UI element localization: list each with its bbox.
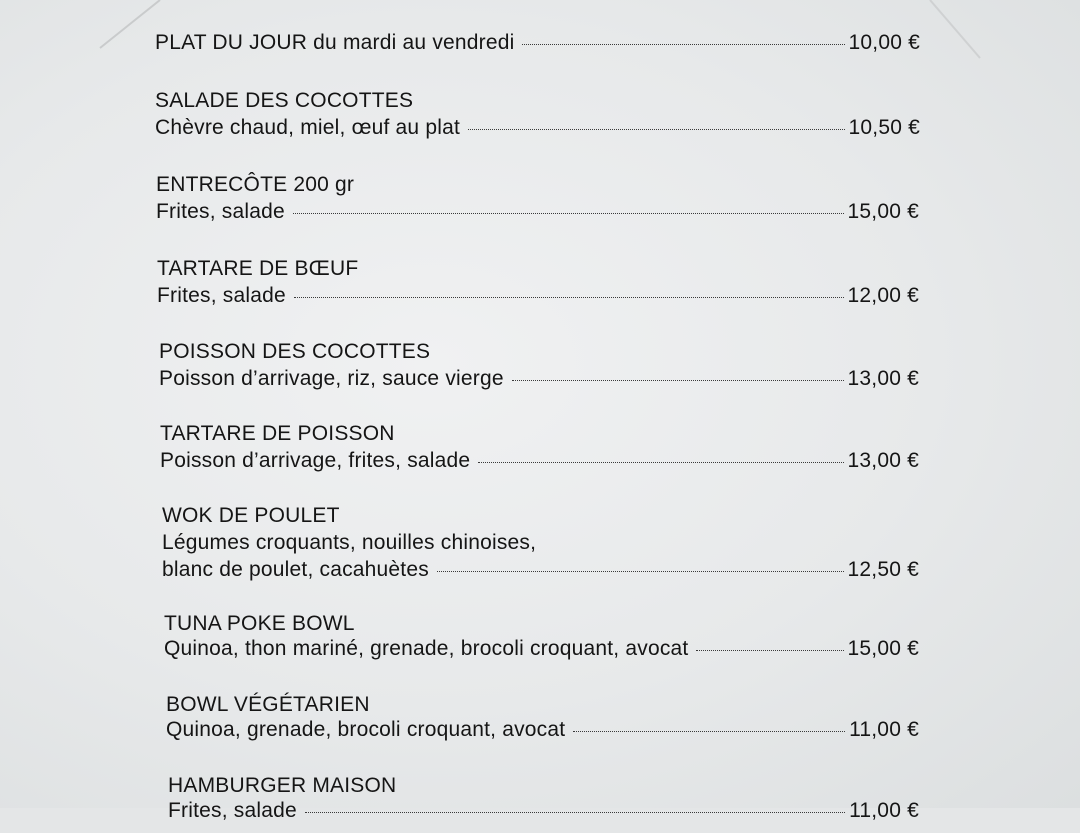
menu-item-hamburger-maison xyxy=(168,773,919,833)
dish-title: TARTARE DE POISSON xyxy=(160,422,395,445)
dish-description: Frites, salade xyxy=(168,799,297,822)
dotted-leader xyxy=(294,297,844,298)
dish-price: 10,50 € xyxy=(848,116,920,139)
dish-price: 15,00 € xyxy=(847,637,919,660)
dish-description: Chèvre chaud, miel, œuf au plat xyxy=(155,116,461,139)
dish-price: 12,00 € xyxy=(847,284,919,307)
dotted-leader xyxy=(573,731,845,732)
dish-description: Quinoa, grenade, brocoli croquant, avocat xyxy=(166,718,566,741)
menu-item-wok-de-poulet xyxy=(162,503,919,588)
dish-title: TUNA POKE BOWL xyxy=(164,612,355,635)
dish-price: 10,00 € xyxy=(848,31,920,54)
dish-title: BOWL VÉGÉTARIEN xyxy=(166,693,370,716)
dish-title: POISSON DES COCOTTES xyxy=(159,340,431,363)
dish-description: blanc de poulet, cacahuètes xyxy=(162,558,429,581)
dish-description-line1: Légumes croquants, nouilles chinoises, xyxy=(162,531,537,554)
dotted-leader xyxy=(478,462,843,463)
dotted-leader xyxy=(437,571,844,572)
dish-description: Frites, salade xyxy=(156,200,285,223)
menu-item-tuna-poke-bowl xyxy=(164,611,919,671)
menu-item-poisson-des-cocottes xyxy=(159,339,919,399)
menu-item-plat-du-jour xyxy=(155,30,920,60)
dish-description: Quinoa, thon mariné, grenade, brocoli croquant, avocat xyxy=(164,637,689,660)
dish-title: SALADE DES COCOTTES xyxy=(155,89,414,112)
dish-price: 11,00 € xyxy=(849,718,919,741)
dotted-leader xyxy=(696,650,843,651)
dish-title: WOK DE POULET xyxy=(162,504,340,527)
dish-title: HAMBURGER MAISON xyxy=(168,774,397,797)
dish-title: TARTARE DE BŒUF xyxy=(157,257,359,280)
dotted-leader xyxy=(293,213,844,214)
menu-item-salade-des-cocottes xyxy=(155,88,920,148)
dish-title: ENTRECÔTE 200 gr xyxy=(156,173,355,196)
dish-title: PLAT DU JOUR du mardi au vendredi xyxy=(155,31,515,54)
menu-item-tartare-de-boeuf xyxy=(157,256,919,316)
dish-price: 15,00 € xyxy=(847,200,919,223)
dish-description: Frites, salade xyxy=(157,284,286,307)
dotted-leader xyxy=(512,380,844,381)
dotted-leader xyxy=(305,812,845,813)
dish-description: Poisson d’arrivage, riz, sauce vierge xyxy=(159,367,504,390)
dotted-leader xyxy=(522,44,844,45)
dish-price: 11,00 € xyxy=(849,799,919,822)
menu-item-entrecote xyxy=(156,172,919,232)
menu-item-bowl-vegetarien xyxy=(166,692,919,752)
dish-price: 13,00 € xyxy=(847,367,919,390)
dotted-leader xyxy=(468,129,845,130)
dish-price: 12,50 € xyxy=(847,558,919,581)
dish-price: 13,00 € xyxy=(847,449,919,472)
menu-item-tartare-de-poisson xyxy=(160,421,919,481)
dish-description: Poisson d’arrivage, frites, salade xyxy=(160,449,471,472)
